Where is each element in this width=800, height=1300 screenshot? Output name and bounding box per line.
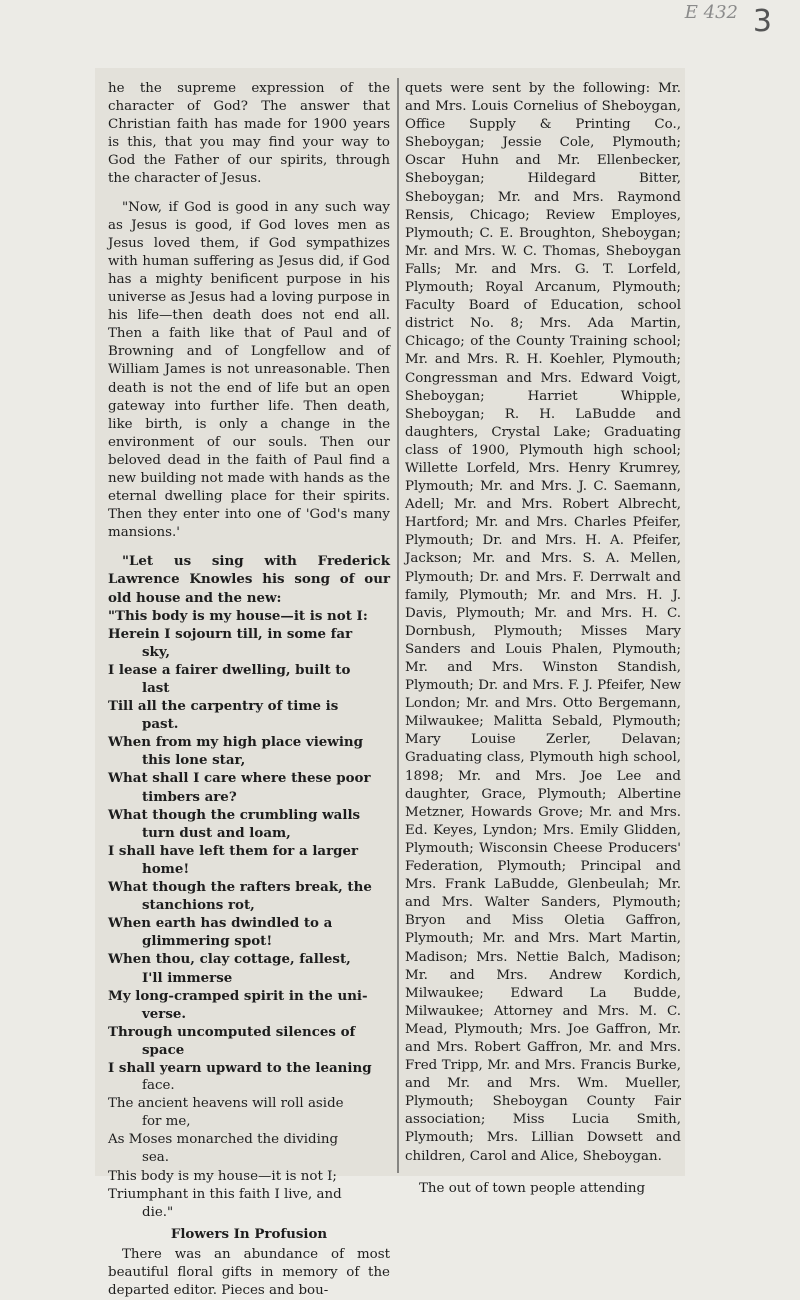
poem-line: Through uncomputed silences of space xyxy=(108,1023,356,1058)
poem-line: My long-cramped spirit in the uni- verse. xyxy=(108,987,368,1022)
right-column xyxy=(405,80,681,1198)
poem-line: I shall yearn upward to the leaning face. xyxy=(108,1059,372,1094)
page-number: 3 xyxy=(752,4,772,39)
paragraph-poem-intro: "Let us sing with Frederick Lawrence Knowles his song of our old house and the new: xyxy=(108,553,390,606)
paragraph-faith: "Now, if God is good in any such way as Jesus is good, if God loves men as Jesus loved them, if God sympathizes with human suffering as Jesus did, if God has a mighty benificent purpose in his universe as Jesus had a loving purpose in his life—then death does not end all. Then a faith like that of Paul and of Browning and of Longfellow and of William James is not unreasonable. Then death is not the end of life but an open gateway into further life. Then death, like birth, is only a change in the environment of our souls. Then our beloved dead in the faith of Paul find a new building not made with hands as the eternal dwelling place for their spirits. Then they enter into one of 'God's many mansions.' xyxy=(108,199,390,541)
paragraph-floral-gifts: There was an abundance of most beautiful floral gifts in memory of the departed editor. Pieces and bou- xyxy=(108,1246,390,1298)
poem-line: What though the rafters break, the stanchions rot, xyxy=(108,879,372,914)
poem-line: The ancient heavens will roll aside for me, xyxy=(108,1096,344,1130)
poem xyxy=(108,607,390,1096)
poem-line: I lease a fairer dwelling, built to last xyxy=(108,661,351,696)
poem-line: As Moses monarched the dividing sea. xyxy=(108,1132,339,1166)
column-rule xyxy=(397,78,399,1173)
poem-line: What shall I care where these poor timbers are? xyxy=(108,770,371,805)
poem-ending xyxy=(108,1095,390,1222)
subheading-flowers: Flowers In Profusion xyxy=(170,1225,328,1242)
poem-line: When thou, clay cottage, fallest, I'll immerse xyxy=(108,951,351,986)
poem-line: Herein I sojourn till, in some far sky, xyxy=(108,625,353,660)
poem-line: When from my high place viewing this lone star, xyxy=(108,734,364,769)
poem-line: Till all the carpentry of time is past. xyxy=(108,698,339,733)
poem-line: I shall have left them for a larger home! xyxy=(108,842,359,877)
left-column xyxy=(108,80,390,1300)
paragraph-flower-senders: quets were sent by the following: Mr. and Mrs. Louis Cornelius of Sheboygan, Office Supply & Printing Co., Sheboygan; Jessie Cole, Plymouth; Oscar Huhn and Mr. Ellenbecker, Sheboygan; Hildegard Bitter, Sheboygan; Mr. and Mrs. Raymond Rensis, Chicago; Review Employes, Plymouth; C. E. Broughton, Sheboygan; Mr. and Mrs. W. C. Thomas, Sheboygan Falls; Mr. and Mrs. G. T. Lorfeld, Plymouth; Royal Arcanum, Plymouth; Faculty Board of Education, school district No. 8; Mrs. Ada Martin, Chicago; of the County Training school; Mr. and Mrs. R. H. Koehler, Plymouth; Congressman and Mrs. Edward Voigt, Sheboygan; Harriet Whipple, Sheboygan; R. H. LaBudde and daughters, Crystal Lake; Graduating class of 1900, Plymouth high school; Willette Lorfeld, Mrs. Henry Krumrey, Plymouth; Mr. and Mrs. J. C. Saemann, Adell; Mr. and Mrs. Robert Albrecht, Hartford; Mr. and Mrs. Charles Pfeifer, Plymouth; Dr. and Mrs. H. A. Pfeifer, Jackson; Mr. and Mrs. S. A. Mellen, Plymouth; Dr. and Mrs. F. Derrwalt and family, Plymouth; Mr. and Mrs. H. J. Davis, Plymouth; Mr. and Mrs. H. C. Dornbush, Plymouth; Misses Mary Sanders and Louis Phalen, Plymouth; Mr. and Mrs. Winston Standish, Plymouth; Dr. and Mrs. F. J. Pfeifer, New London; Mr. and Mrs. Otto Bergemann, Milwaukee; Malitta Sebald, Plymouth; Mary Louise Zerler, Delavan; Graduating class, Plymouth high school, 1898; Mr. and Mrs. Joe Lee and daughter, Grace, Plymouth; Albertine Metzner, Howards Grove; Mr. and Mrs. Ed. Keyes, Lyndon; Mrs. Emily Glidden, Plymouth; Wisconsin Cheese Producers' Federation, Plymouth; Principal and Mrs. Frank LaBudde, Glenbeulah; Mr. and Mrs. Walter Sanders, Plymouth; Bryon and Miss Oletia Gaffron, Plymouth; Mr. and Mrs. Mart Martin, Madison; Mrs. Nettie Balch, Madison; Mr. and Mrs. Andrew Kordich, Milwaukee; Edward La Budde, Milwaukee; Attorney and Mrs. M. C. Mead, Plymouth; Mrs. Joe Gaffron, Mr. and Mrs. Robert Gaffron, Mr. and Mrs. Fred Tripp, Mr. and Mrs. Francis Burke, and Mr. and Mrs. Wm. Mueller, Plymouth; Sheboygan County Fair association; Miss Lucia Smith, Plymouth; Mrs. Lillian Dowsett and children, Carol and Alice, Sheboygan. xyxy=(405,81,681,1164)
paragraph-out-of-town: The out of town people attending xyxy=(419,1180,646,1196)
paragraph-closing-question: he the supreme expression of the character of God? The answer that Christian faith has made for 1900 years is this, that you may find your way to God the Father of our spirits, through the character of Jesus. xyxy=(108,81,390,187)
poem-line: This body is my house—it is not I; xyxy=(108,1168,337,1184)
poem-line: Triumphant in this faith I live, and die." xyxy=(108,1186,342,1220)
poem-line: What though the crumbling walls turn dust and loam, xyxy=(108,806,361,841)
margin-note: E 432 xyxy=(684,2,738,23)
poem-line: When earth has dwindled to a glimmering spot! xyxy=(108,915,333,950)
poem-line: "This body is my house—it is not I: xyxy=(108,607,368,624)
